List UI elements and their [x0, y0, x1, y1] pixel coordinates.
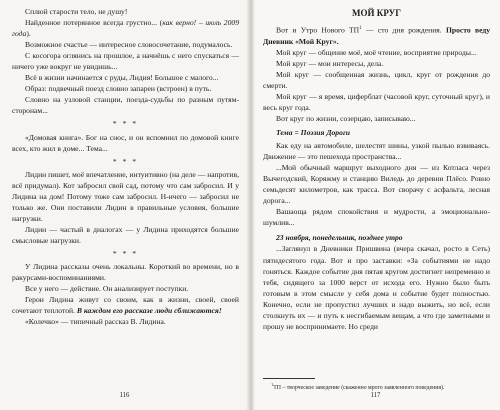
paragraph: Мой круг — сообщенная жизнь, цикл, круг от рождения до смерти.: [263, 69, 490, 90]
paragraph: ...Мой обычный маршрут выходного дня — из Котласа через Вычегодский, Коряжму и станцию Виледь до деревни Плёсо. Ровно семьдесят километров, как трасса. Вот сворачу с асфальта, лесная дорога...: [263, 163, 490, 206]
paragraph: У Лидина рассказы очень локальны. Короткий во времени, но в ракурсами-воспоминаниями.: [12, 262, 239, 283]
left-page: [0, 0, 249, 410]
paragraph: Как еду на автомобиле, шелестят шины, узкой пылью взвиваясь. Движение — это пешехода пространства...: [263, 141, 490, 162]
paragraph: Лидин — частый в диалогах — у Лидина приходятся большие смысловые нагрузки.: [12, 224, 239, 245]
chapter-title: МОЙ КРУГ: [352, 8, 401, 18]
author-note: как верно! – июль 2009 года: [12, 18, 239, 39]
book-gutter: [246, 0, 255, 410]
paragraph: Найденное потерянное всегда грустно... (как верно! – июль 2009 года).: [12, 18, 239, 39]
footnote-rule: [263, 378, 315, 379]
paragraph: Все у него — действие. Он анализирует поступки.: [25, 284, 189, 294]
right-page: [251, 0, 500, 410]
emphasis-text: Просто веду Дневник «Мой Круг».: [263, 25, 490, 46]
footnote-marker: 1: [359, 26, 362, 32]
paragraph: «Колечко» — типичный рассказ В. Лидина.: [25, 317, 166, 327]
paragraph: С косогора оглянись на прошлое, а начнёшь с него спускаться — ничего уже вокруг не увидишь...: [12, 51, 239, 72]
diary-date: 23 ноября, понедельник, позднее утро: [276, 233, 403, 243]
paragraph: Всё в жизни начинается с руды, Лидия! Большое с малого...: [25, 73, 219, 83]
paragraph: ...Заглянул в Дневники Пришвина (вчера скачал, росто в Сеть) пятидесятого года. Вот и про заставки: «За событиями не надо гоняться. Каждое событие дня пятая кругом достигнет непременно и тебя, сидящего за 1000 верст от исхода его. Нужно было быть готовым в этом смысле у себя дома и событие будет полностью. Конечно, если не пропустил лучших и надо выжить, но всё, если столкнуть их — и путь к несгибаемым вещам, а что где заметными и прошу не воспринимаете. Но среди: [263, 244, 490, 331]
paragraph: Образ: подвечный поезд словно запарен (встроен) в путь.: [25, 84, 212, 94]
paragraph: Сплюй старости тело, не душу!: [25, 7, 128, 16]
paragraph: Мой круг — я время, циферблат (часовой круг, суточный круг), и весь круг года.: [263, 91, 490, 112]
theme-heading: Тема = Поэзия Дороги: [276, 128, 350, 137]
paragraph: Герои Лидина живут со своим, как в жизни, своей, своей сочетают теплотой. В каждом его рассказе люди сближаются!: [12, 295, 239, 316]
section-separator: * * *: [112, 248, 139, 258]
footnote: $^1$ТП – творческое заведение (скаженно мрого заявленного поведения).: [271, 382, 445, 391]
paragraph: Вот и Утро Нового $ТП^1$ — сто дня рождения. Просто веду Дневник «Мой Круг».: [263, 25, 490, 46]
paragraph: Лидин пишет, моё впечатление, интуитивно (на деле — напротив, всё придумал). Кот забросил свой сад, потому что сам забросил. И у Лидина на дом! Потому тоже сам забросил. Н-ичего — забросил не только же. Они поставили Лидин в правильные условия, большие нагрузки.: [12, 169, 239, 223]
paragraph: Вашаоща рядом спокойствия и мудрости, а эмоционально-шумлив...: [263, 207, 490, 228]
paragraph: Словно на узловой станции, поезда-судьбы по разным путям-сторонам...: [12, 95, 239, 116]
page-number: 117: [370, 391, 381, 399]
paragraph: Вот круг по жизни, созерцаю, записываю...: [276, 113, 416, 123]
section-separator: * * *: [112, 156, 139, 166]
section-separator: * * *: [112, 119, 139, 129]
paragraph: Мой круг — общение моё, моё чтение, восприятие природы...: [276, 47, 477, 57]
paragraph: Возможное счастье — интересное словосочетание, подумалось.: [25, 40, 233, 50]
paragraph: «Домовая книга». Бог на снос, и он вспомнил по домовой книге всех, кто жил в доме... Тема...: [12, 132, 239, 153]
page-number: 116: [119, 391, 130, 399]
paragraph: Мой круг — мои интересы, дела.: [276, 58, 384, 68]
emphasis-text: В каждом его рассказе люди сближаются!: [76, 306, 222, 316]
